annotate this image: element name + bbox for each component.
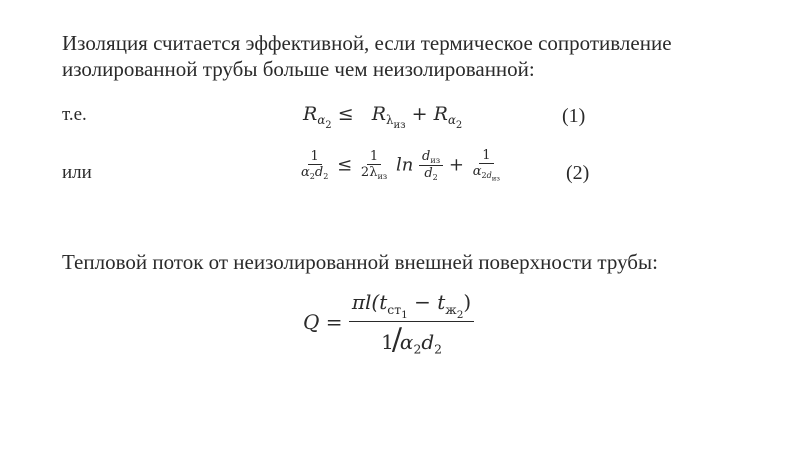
label-te: т.е.	[62, 104, 87, 125]
label-ili: или	[62, 162, 92, 183]
heat-flow-fraction: $\frac{\pi l(t_{ст_1} - t_{ж_2})}{1/\alpha_2d_2}$	[349, 290, 474, 357]
frac-1-over-2lambda: $\frac{1}{2\lambda_{из}}$	[360, 149, 388, 182]
formula-1: $R_{\alpha_2} \le R_{\lambda_{из}} + R_{\alpha_2}$	[303, 103, 463, 132]
frac-1-over-alpha-d: $\frac{1}{\alpha_2d_2}$	[301, 149, 329, 182]
equation-number-1: (1)	[562, 105, 586, 127]
formula-2: $\frac{1}{\alpha_2d_2}$ ≤ $\frac{1}{2\lambda_{из}}$ ln $\frac{d_{из}}{d_2}$ + $\frac{1}{\alpha_{2d_{из}}}$	[298, 148, 503, 183]
equation-number-2: (2)	[566, 162, 590, 184]
formula-3: Q = $\frac{\pi l(t_{ст_1} - t_{ж_2})}{1/\alpha_2d_2}$	[303, 290, 474, 357]
heat-flow-paragraph: Тепловой поток от неизолированной внешней поверхности трубы:	[62, 250, 658, 274]
frac-diz-over-d2: $\frac{d_{из}}{d_2}$	[419, 149, 443, 182]
intro-paragraph: Изоляция считается эффективной, если термическое сопротивление изолированной трубы больше чем неизолированной:	[62, 31, 672, 81]
frac-1-over-alpha-diz: $\frac{1}{\alpha_{2d_{из}}}$	[472, 148, 501, 183]
